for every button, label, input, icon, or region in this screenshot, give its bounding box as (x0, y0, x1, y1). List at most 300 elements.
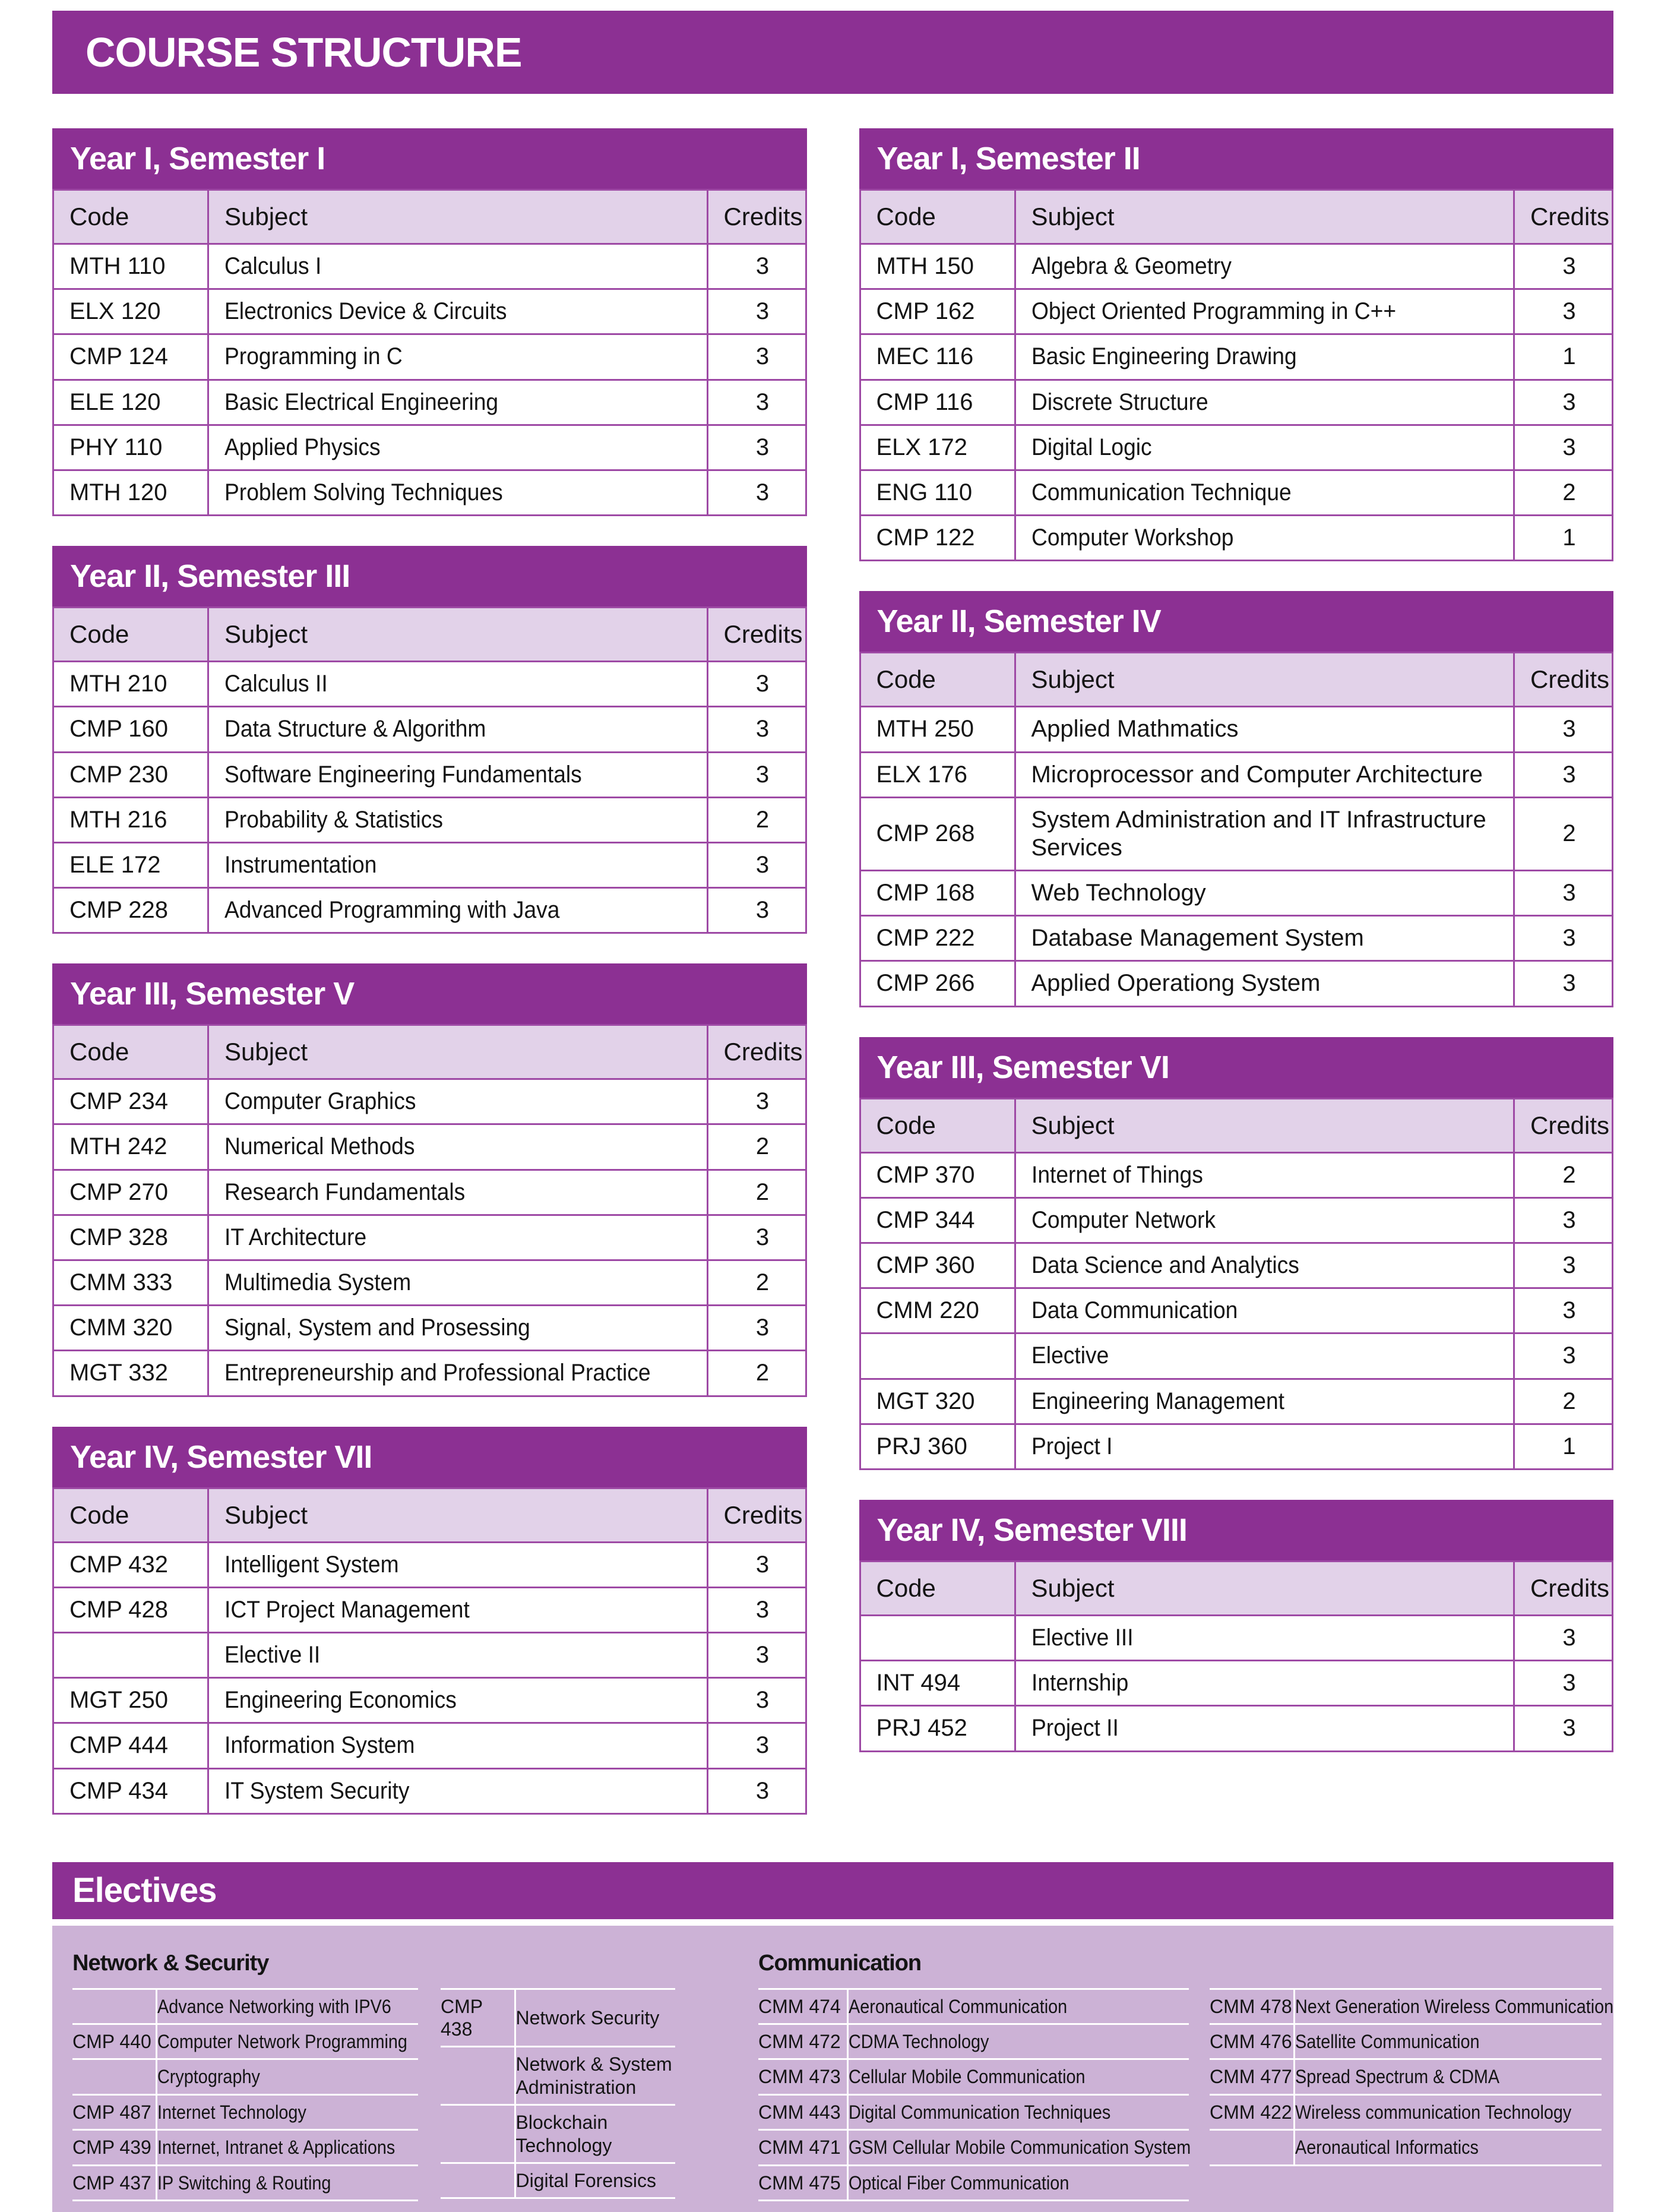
course-credits: 3 (707, 1587, 806, 1632)
course-code: MTH 210 (53, 662, 208, 707)
course-credits: 3 (707, 289, 806, 334)
course-credits: 3 (1514, 1661, 1613, 1706)
elective-subject (156, 2130, 418, 2165)
semester-5-courses (52, 1024, 807, 1396)
table-header-row (860, 1098, 1613, 1152)
course-subject (1015, 916, 1514, 961)
semester-6-title: Year III, Semester VI (859, 1037, 1614, 1098)
elective-row (758, 2059, 1189, 2094)
elective-subject (156, 2165, 418, 2200)
course-subject-text: Project II (1031, 1715, 1119, 1742)
semester-1-table (52, 128, 807, 516)
course-code: CMP 432 (53, 1542, 208, 1587)
course-subject (1015, 1152, 1514, 1197)
course-code: MTH 120 (53, 470, 208, 515)
elective-subject-text: Network & System Administration (515, 2053, 672, 2098)
elective-subject-text: Internet Technology (157, 2101, 306, 2123)
course-credits: 3 (707, 1632, 806, 1677)
course-credits: 1 (1514, 1424, 1613, 1469)
semester-3-table (52, 546, 807, 934)
course-row (53, 1260, 806, 1306)
course-credits: 2 (1514, 470, 1613, 515)
course-row (860, 1706, 1613, 1751)
course-credits: 3 (1514, 1615, 1613, 1660)
course-row (860, 1197, 1613, 1243)
course-subject-text: Data Science and Analytics (1031, 1252, 1299, 1278)
course-subject-text: Discrete Structure (1031, 388, 1208, 415)
elective-code: CMM 473 (758, 2059, 847, 2094)
course-credits: 3 (1514, 1197, 1613, 1243)
course-code: CMP 268 (860, 797, 1015, 870)
course-row (53, 797, 806, 842)
course-code: ELX 172 (860, 425, 1015, 470)
semester-2-title: Year I, Semester II (859, 128, 1614, 189)
course-row (53, 244, 806, 289)
course-credits: 3 (1514, 1288, 1613, 1333)
course-subject-text: Entrepreneurship and Professional Practice (224, 1360, 651, 1386)
course-subject (1015, 244, 1514, 289)
elective-code (441, 2163, 515, 2198)
course-row (860, 244, 1613, 289)
course-code: ELX 120 (53, 289, 208, 334)
page-title-banner (52, 11, 1613, 94)
elective-subject-text: Optical Fiber Communication (848, 2172, 1069, 2194)
elective-subject-text: Satellite Communication (1295, 2031, 1480, 2053)
course-subject (208, 1170, 708, 1215)
network-security-table-2 (441, 1988, 675, 2200)
elective-row (441, 1989, 675, 2047)
course-row (53, 1079, 806, 1124)
course-subject-text: IT System Security (224, 1777, 410, 1804)
course-subject (208, 1723, 708, 1768)
column-header-subject: Subject (208, 1488, 708, 1542)
course-code: MGT 332 (53, 1351, 208, 1396)
elective-code: CMP 438 (441, 1989, 515, 2047)
course-row (53, 1306, 806, 1351)
course-credits: 3 (707, 842, 806, 887)
elective-code: CMM 443 (758, 2094, 847, 2129)
course-row (860, 1288, 1613, 1333)
course-subject (208, 1768, 708, 1813)
course-subject-text: Information System (224, 1732, 415, 1759)
communication-table-1 (758, 1988, 1189, 2201)
elective-row (72, 2094, 418, 2129)
page-title: COURSE STRUCTURE (86, 29, 522, 75)
elective-code: CMM 478 (1210, 1989, 1294, 2024)
course-code: CMP 228 (53, 888, 208, 933)
course-code: CMP 162 (860, 289, 1015, 334)
course-subject (208, 1587, 708, 1632)
column-header-credits: Credits (1514, 1561, 1613, 1615)
course-subject (208, 470, 708, 515)
elective-code: CMP 439 (72, 2130, 156, 2165)
elective-code (1210, 2130, 1294, 2165)
course-code (860, 1333, 1015, 1379)
course-subject-text: Calculus II (224, 671, 328, 697)
course-row (860, 334, 1613, 380)
elective-row (441, 2105, 675, 2163)
course-credits: 3 (707, 470, 806, 515)
course-subject-text: Applied Operationg System (1031, 970, 1321, 997)
column-header-subject: Subject (208, 1025, 708, 1079)
table-header-row (860, 653, 1613, 707)
semester-8-courses (859, 1560, 1614, 1752)
course-credits: 3 (707, 425, 806, 470)
column-header-credits: Credits (707, 1025, 806, 1079)
elective-row (758, 2094, 1189, 2129)
column-header-subject: Subject (1015, 1098, 1514, 1152)
elective-subject (847, 2130, 1189, 2165)
elective-subject (1294, 1989, 1613, 2024)
course-row (53, 470, 806, 515)
course-credits: 3 (707, 1723, 806, 1768)
course-credits: 1 (1514, 516, 1613, 561)
course-credits: 3 (1514, 1706, 1613, 1751)
semester-columns (52, 128, 1613, 1844)
course-subject-text: Algebra & Geometry (1031, 253, 1232, 279)
course-subject (208, 425, 708, 470)
elective-code (72, 2059, 156, 2094)
course-code: CMP 230 (53, 752, 208, 797)
course-row (53, 1351, 806, 1396)
course-code: CMP 234 (53, 1079, 208, 1124)
column-header-code: Code (53, 608, 208, 662)
course-subject-text: Basic Engineering Drawing (1031, 343, 1297, 370)
course-credits: 3 (707, 888, 806, 933)
course-subject (1015, 1379, 1514, 1424)
semester-4-table (859, 591, 1614, 1007)
course-code: CMP 122 (860, 516, 1015, 561)
course-code: ELE 172 (53, 842, 208, 887)
course-code: CMP 160 (53, 707, 208, 752)
course-subject (208, 289, 708, 334)
course-row (860, 470, 1613, 515)
course-subject-text: Probability & Statistics (224, 806, 444, 833)
course-subject-text: Internet of Things (1031, 1161, 1203, 1188)
semester-5-table (52, 963, 807, 1396)
course-subject-text: Numerical Methods (224, 1133, 415, 1160)
left-column (52, 128, 807, 1844)
course-row (860, 707, 1613, 752)
course-subject-text: Data Structure & Algorithm (224, 716, 486, 742)
course-row (53, 752, 806, 797)
elective-row (1210, 2059, 1602, 2094)
elective-subject (1294, 2024, 1602, 2059)
course-code: CMP 444 (53, 1723, 208, 1768)
semester-3-courses (52, 606, 807, 934)
elective-subject (847, 2059, 1189, 2094)
right-column (859, 128, 1614, 1844)
elective-subject (1294, 2059, 1602, 2094)
elective-subject-text: Wireless communication Technology (1295, 2101, 1571, 2123)
course-subject-text: Computer Graphics (224, 1088, 416, 1115)
course-subject (208, 888, 708, 933)
elective-subject-text: Cellular Mobile Communication (848, 2066, 1086, 2088)
course-code (53, 1632, 208, 1677)
elective-row (72, 2024, 418, 2059)
elective-subject (156, 2094, 418, 2129)
elective-row (72, 2059, 418, 2094)
course-row (53, 289, 806, 334)
course-subject (1015, 1424, 1514, 1469)
semester-5-title: Year III, Semester V (52, 963, 807, 1024)
course-code: CMP 434 (53, 1768, 208, 1813)
elective-code (441, 2105, 515, 2163)
course-code: CMP 370 (860, 1152, 1015, 1197)
column-header-subject: Subject (208, 190, 708, 244)
course-credits: 3 (1514, 707, 1613, 752)
course-code: MTH 216 (53, 797, 208, 842)
course-row (53, 707, 806, 752)
elective-code (441, 2047, 515, 2105)
course-row (860, 797, 1613, 870)
semester-6-courses (859, 1098, 1614, 1470)
course-subject-text: Intelligent System (224, 1551, 399, 1578)
semester-4-title: Year II, Semester IV (859, 591, 1614, 652)
course-credits: 3 (1514, 425, 1613, 470)
course-subject-text: Database Management System (1031, 925, 1364, 952)
course-subject-text: Applied Physics (224, 434, 381, 460)
elective-row (1210, 2094, 1602, 2129)
semester-1-title: Year I, Semester I (52, 128, 807, 189)
elective-code (72, 1989, 156, 2024)
column-header-code: Code (860, 190, 1015, 244)
course-credits: 3 (1514, 752, 1613, 797)
elective-row (441, 2047, 675, 2105)
electives-group-title: Communication (758, 1950, 922, 1976)
course-subject (1015, 1197, 1514, 1243)
course-subject-text: IT Architecture (224, 1224, 367, 1250)
course-subject (1015, 752, 1514, 797)
course-subject (208, 1678, 708, 1723)
elective-subject (515, 2105, 675, 2163)
column-header-subject: Subject (208, 608, 708, 662)
elective-code: CMM 422 (1210, 2094, 1294, 2129)
elective-subject (847, 1989, 1189, 2024)
course-code (860, 1615, 1015, 1660)
course-subject-text: Object Oriented Programming in C++ (1031, 298, 1396, 325)
course-code: MEC 116 (860, 334, 1015, 380)
course-code: CMP 270 (53, 1170, 208, 1215)
elective-row (758, 2165, 1189, 2200)
course-subject (208, 1124, 708, 1170)
course-subject (208, 1542, 708, 1587)
semester-7-courses (52, 1487, 807, 1815)
course-subject (1015, 380, 1514, 425)
course-code: CMP 116 (860, 380, 1015, 425)
course-code: CMM 220 (860, 1288, 1015, 1333)
electives-panel (52, 1926, 1613, 2212)
table-header-row (53, 608, 806, 662)
course-credits: 3 (1514, 289, 1613, 334)
course-subject-text: Research Fundamentals (224, 1178, 466, 1205)
course-subject (208, 1079, 708, 1124)
semester-7-title: Year IV, Semester VII (52, 1427, 807, 1487)
course-subject-text: Applied Mathmatics (1031, 716, 1239, 742)
elective-subject-text: Network Security (515, 2006, 660, 2028)
course-subject (208, 380, 708, 425)
course-subject (1015, 289, 1514, 334)
course-subject-text: Engineering Economics (224, 1687, 457, 1714)
elective-code: CMM 476 (1210, 2024, 1294, 2059)
elective-subject-text: Digital Forensics (515, 2170, 657, 2192)
course-credits: 2 (707, 1260, 806, 1306)
course-subject-text: System Administration and IT Infrastructure Services (1031, 806, 1486, 861)
course-subject (208, 707, 708, 752)
course-credits: 3 (707, 380, 806, 425)
semester-2-table (859, 128, 1614, 561)
column-header-subject: Subject (1015, 190, 1514, 244)
course-subject-text: Data Communication (1031, 1297, 1238, 1324)
elective-subject-text: CDMA Technology (848, 2031, 989, 2053)
course-credits: 3 (1514, 1243, 1613, 1288)
course-subject-text: Microprocessor and Computer Architecture (1031, 761, 1483, 788)
course-credits: 3 (707, 1768, 806, 1813)
course-row (860, 425, 1613, 470)
elective-subject-text: Cryptography (157, 2066, 260, 2088)
course-subject-text: Web Technology (1031, 880, 1206, 906)
course-credits: 3 (707, 334, 806, 380)
course-subject-text: Internship (1031, 1670, 1128, 1696)
course-code: CMP 360 (860, 1243, 1015, 1288)
course-row (53, 842, 806, 887)
elective-code: CMM 474 (758, 1989, 847, 2024)
semester-6-table (859, 1037, 1614, 1470)
elective-subject-text: Aeronautical Communication (848, 1995, 1067, 2017)
course-row (860, 1152, 1613, 1197)
course-row (860, 516, 1613, 561)
course-credits: 1 (1514, 334, 1613, 380)
course-credits: 3 (1514, 871, 1613, 916)
course-credits: 3 (707, 1079, 806, 1124)
column-header-subject: Subject (1015, 653, 1514, 707)
course-subject (208, 1351, 708, 1396)
course-credits: 3 (1514, 1333, 1613, 1379)
elective-subject (515, 2163, 675, 2198)
semester-8-title: Year IV, Semester VIII (859, 1500, 1614, 1560)
course-subject-text: Engineering Management (1031, 1388, 1284, 1414)
electives-group-network-security (72, 1941, 675, 2201)
course-subject-text: Calculus I (224, 253, 322, 279)
course-credits: 2 (1514, 1379, 1613, 1424)
elective-subject-text: GSM Cellular Mobile Communication System (848, 2137, 1191, 2159)
table-header-row (53, 1025, 806, 1079)
elective-subject (847, 2165, 1189, 2200)
elective-subject-text: Next Generation Wireless Communication (1295, 1995, 1613, 2017)
semester-4-courses (859, 652, 1614, 1007)
course-row (860, 1661, 1613, 1706)
course-credits: 3 (707, 1678, 806, 1723)
electives-title: Electives (72, 1871, 217, 1910)
elective-code: CMM 471 (758, 2130, 847, 2165)
course-credits: 2 (707, 797, 806, 842)
elective-code: CMM 477 (1210, 2059, 1294, 2094)
course-code: CMP 222 (860, 916, 1015, 961)
course-code: CMM 333 (53, 1260, 208, 1306)
elective-row (758, 1989, 1189, 2024)
column-header-code: Code (860, 653, 1015, 707)
elective-code: CMP 440 (72, 2024, 156, 2059)
course-row (860, 380, 1613, 425)
column-header-credits: Credits (707, 190, 806, 244)
course-credits: 3 (707, 244, 806, 289)
course-subject-text: Project I (1031, 1433, 1112, 1459)
course-credits: 3 (707, 707, 806, 752)
course-code: MGT 320 (860, 1379, 1015, 1424)
course-row (53, 1170, 806, 1215)
course-subject-text: Signal, System and Prosessing (224, 1314, 530, 1341)
course-credits: 3 (1514, 961, 1613, 1006)
course-subject-text: Instrumentation (224, 851, 377, 878)
course-credits: 2 (1514, 797, 1613, 870)
course-subject (1015, 1333, 1514, 1379)
elective-row (1210, 2130, 1602, 2165)
course-subject-text: Digital Logic (1031, 434, 1152, 460)
elective-subject-text: Spread Spectrum & CDMA (1295, 2066, 1499, 2088)
course-credits: 3 (707, 1542, 806, 1587)
elective-subject (847, 2024, 1189, 2059)
course-subject (208, 842, 708, 887)
course-row (53, 1587, 806, 1632)
electives-title-banner (52, 1862, 1613, 1919)
course-subject (1015, 797, 1514, 870)
course-row (53, 425, 806, 470)
course-subject (208, 1632, 708, 1677)
course-row (860, 916, 1613, 961)
course-subject (208, 1215, 708, 1260)
elective-subject-text: Blockchain Technology (515, 2112, 612, 2156)
course-subject (1015, 707, 1514, 752)
column-header-credits: Credits (707, 1488, 806, 1542)
electives-group-communication (758, 1941, 1613, 2201)
course-subject (1015, 1706, 1514, 1751)
column-header-code: Code (53, 1025, 208, 1079)
elective-code: CMM 475 (758, 2165, 847, 2200)
course-subject (1015, 334, 1514, 380)
communication-table-2 (1210, 1988, 1613, 2166)
elective-code: CMP 437 (72, 2165, 156, 2200)
semester-1-courses (52, 189, 807, 516)
course-credits: 2 (707, 1351, 806, 1396)
elective-row (758, 2024, 1189, 2059)
course-row (53, 1215, 806, 1260)
elective-row (72, 2165, 418, 2200)
column-header-credits: Credits (1514, 190, 1613, 244)
course-subject-text: Advanced Programming with Java (224, 897, 560, 924)
course-code: PRJ 360 (860, 1424, 1015, 1469)
elective-subject (515, 2047, 675, 2105)
semester-8-table (859, 1500, 1614, 1752)
course-subject (1015, 470, 1514, 515)
elective-row (1210, 2024, 1602, 2059)
elective-subject-text: Internet, Intranet & Applications (157, 2137, 395, 2159)
course-subject-text: Electronics Device & Circuits (224, 298, 507, 325)
course-code: MTH 242 (53, 1124, 208, 1170)
course-code: INT 494 (860, 1661, 1015, 1706)
course-credits: 3 (1514, 380, 1613, 425)
elective-subject-text: Advance Networking with IPV6 (157, 1995, 391, 2017)
course-row (53, 1632, 806, 1677)
electives-group-tables (72, 1976, 675, 2201)
course-credits: 3 (1514, 916, 1613, 961)
course-subject (208, 797, 708, 842)
course-subject-text: Elective II (224, 1641, 321, 1668)
course-row (860, 961, 1613, 1006)
elective-subject (156, 2059, 418, 2094)
elective-subject (1294, 2094, 1602, 2129)
course-code: MTH 150 (860, 244, 1015, 289)
course-code: MTH 110 (53, 244, 208, 289)
